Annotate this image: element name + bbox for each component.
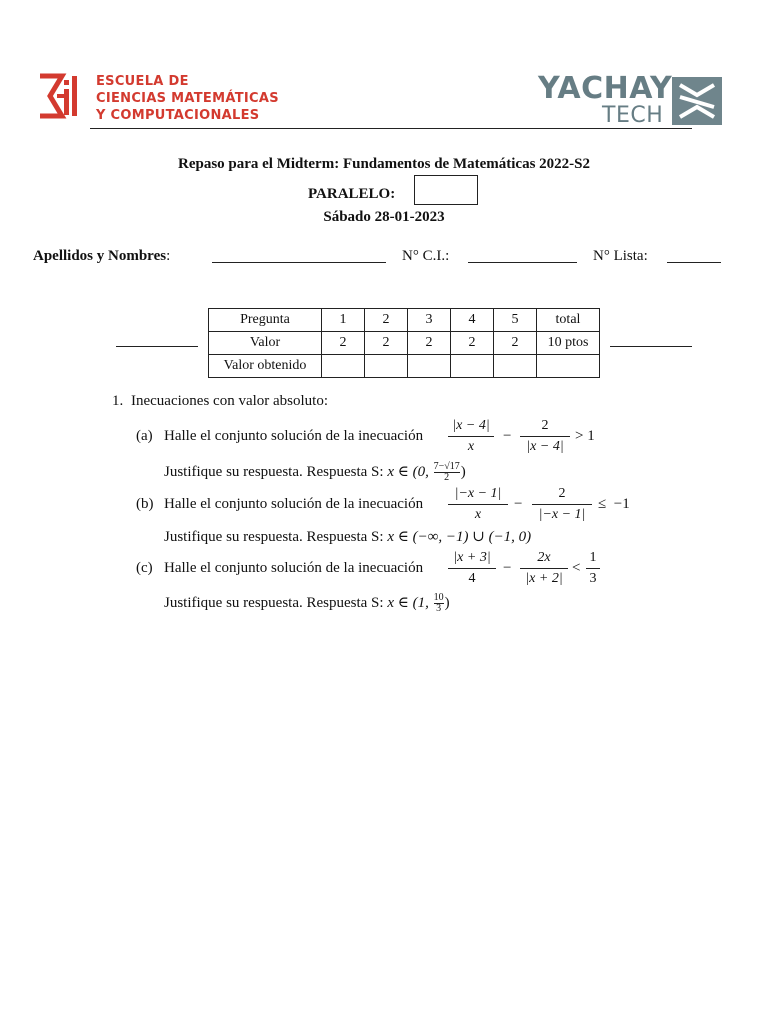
grade-right-line	[610, 346, 692, 347]
table-cell: total	[537, 309, 600, 332]
name-label: Apellidos y Nombres	[33, 248, 167, 264]
part-b-relation: ≤ −1	[598, 496, 630, 512]
part-b-answer	[164, 527, 531, 546]
part-a-frac-2	[520, 417, 570, 456]
grade-table	[208, 308, 600, 378]
table-cell: 2	[365, 332, 408, 355]
frac-bar	[448, 436, 494, 437]
frac-numerator: 2x	[537, 550, 551, 565]
table-cell: 2	[408, 332, 451, 355]
part-a-frac-1	[448, 417, 494, 456]
part-c-answer	[164, 593, 450, 614]
frac-bar	[586, 568, 600, 569]
school-name	[96, 73, 279, 124]
paralelo-label: PARALELO:	[308, 186, 396, 202]
answer-frac	[434, 593, 444, 614]
table-row	[209, 332, 600, 355]
grade-input-cell[interactable]	[408, 355, 451, 378]
part-a-answer	[164, 462, 466, 483]
answer-close: )	[460, 464, 466, 480]
part-c-frac-1	[448, 549, 496, 588]
part-a-label: (a)	[136, 428, 153, 444]
lista-field-line[interactable]	[667, 262, 721, 263]
school-logo-icon	[36, 72, 88, 120]
brand-tech: TECH	[602, 103, 664, 128]
answer-prefix: Justifique su respuesta. Respuesta S:	[164, 595, 388, 611]
table-row	[209, 309, 600, 332]
grade-input-cell[interactable]	[451, 355, 494, 378]
school-name-line-1: ESCUELA DE	[96, 74, 189, 89]
answer-set: x ∈ (1,	[387, 595, 429, 611]
frac-numerator: |x − 4|	[452, 418, 490, 433]
grade-input-cell[interactable]	[537, 355, 600, 378]
table-cell: 5	[494, 309, 537, 332]
frac-bar	[448, 568, 496, 569]
frac-denominator: x	[474, 507, 482, 522]
answer-prefix: Justifique su respuesta. Respuesta S:	[164, 529, 388, 545]
frac-denominator: |−x − 1|	[538, 507, 586, 522]
part-a-relation: > 1	[575, 428, 595, 444]
frac-denominator: 4	[468, 571, 476, 586]
table-cell: Valor obtenido	[209, 355, 322, 378]
lista-label: N° Lista:	[593, 248, 648, 264]
frac-denominator: |x + 2|	[525, 571, 563, 586]
part-c-frac-3	[586, 549, 600, 588]
frac-bar	[520, 568, 568, 569]
frac-denominator: 3	[436, 603, 442, 615]
yachay-tech-logo-icon	[672, 77, 722, 125]
part-c-frac-2	[520, 549, 568, 588]
part-c-relation: <	[572, 560, 581, 576]
answer-close: )	[444, 595, 450, 611]
part-a-op: −	[503, 428, 512, 444]
grade-input-cell[interactable]	[494, 355, 537, 378]
brand-yachay: YACHAY	[538, 71, 673, 106]
school-name-line-3: Y COMPUTACIONALES	[96, 108, 260, 123]
grade-input-cell[interactable]	[365, 355, 408, 378]
table-cell: Pregunta	[209, 309, 322, 332]
table-cell: 3	[408, 309, 451, 332]
frac-numerator: 2	[541, 418, 549, 433]
name-colon: :	[166, 248, 171, 264]
part-c-label: (c)	[136, 560, 153, 576]
table-cell: 2	[322, 332, 365, 355]
frac-numerator: 7−√17	[433, 461, 460, 473]
header-divider	[90, 128, 692, 129]
ci-field-line[interactable]	[468, 262, 577, 263]
frac-bar	[532, 504, 592, 505]
table-cell: 1	[322, 309, 365, 332]
frac-numerator: |x + 3|	[453, 550, 491, 565]
frac-denominator: x	[467, 439, 475, 454]
frac-bar	[520, 436, 570, 437]
table-cell: 2	[365, 309, 408, 332]
frac-numerator: 1	[589, 550, 597, 565]
paralelo-input-box[interactable]	[414, 175, 478, 205]
frac-numerator: |−x − 1|	[454, 486, 502, 501]
grade-left-line	[116, 346, 198, 347]
table-cell: 2	[451, 332, 494, 355]
part-b-label: (b)	[136, 496, 154, 512]
exam-title: Repaso para el Midterm: Fundamentos de Matemáticas 2022-S2	[177, 156, 591, 172]
part-b-op: −	[514, 496, 523, 512]
frac-denominator: 2	[444, 472, 450, 484]
table-row	[209, 355, 600, 378]
answer-prefix: Justifique su respuesta. Respuesta S:	[164, 464, 388, 480]
grade-input-cell[interactable]	[322, 355, 365, 378]
table-cell: 4	[451, 309, 494, 332]
exam-date: Sábado 28-01-2023	[323, 209, 445, 225]
frac-numerator: 2	[558, 486, 566, 501]
frac-numerator: 10	[433, 592, 444, 604]
answer-set: x ∈ (0,	[387, 464, 429, 480]
part-b-frac-2	[532, 485, 592, 524]
table-cell: 10 ptos	[537, 332, 600, 355]
ci-label: N° C.I.:	[402, 248, 450, 264]
answer-frac	[434, 462, 460, 483]
question-1-title: Inecuaciones con valor absoluto:	[131, 393, 329, 409]
part-b-frac-1	[448, 485, 508, 524]
name-field-line[interactable]	[212, 262, 386, 263]
part-b-text: Halle el conjunto solución de la inecuación	[164, 496, 424, 512]
frac-denominator: |x − 4|	[526, 439, 564, 454]
school-name-line-2: CIENCIAS MATEMÁTICAS	[96, 91, 279, 106]
part-c-text: Halle el conjunto solución de la inecuación	[164, 560, 424, 576]
name-label-group	[33, 248, 170, 265]
part-a-text: Halle el conjunto solución de la inecuación	[164, 428, 424, 444]
answer-set: x ∈ (−∞, −1) ∪ (−1, 0)	[387, 529, 532, 545]
table-cell: 2	[494, 332, 537, 355]
question-1-number: 1.	[112, 393, 124, 409]
frac-bar	[448, 504, 508, 505]
frac-denominator: 3	[589, 571, 597, 586]
part-c-op: −	[503, 560, 512, 576]
table-cell: Valor	[209, 332, 322, 355]
